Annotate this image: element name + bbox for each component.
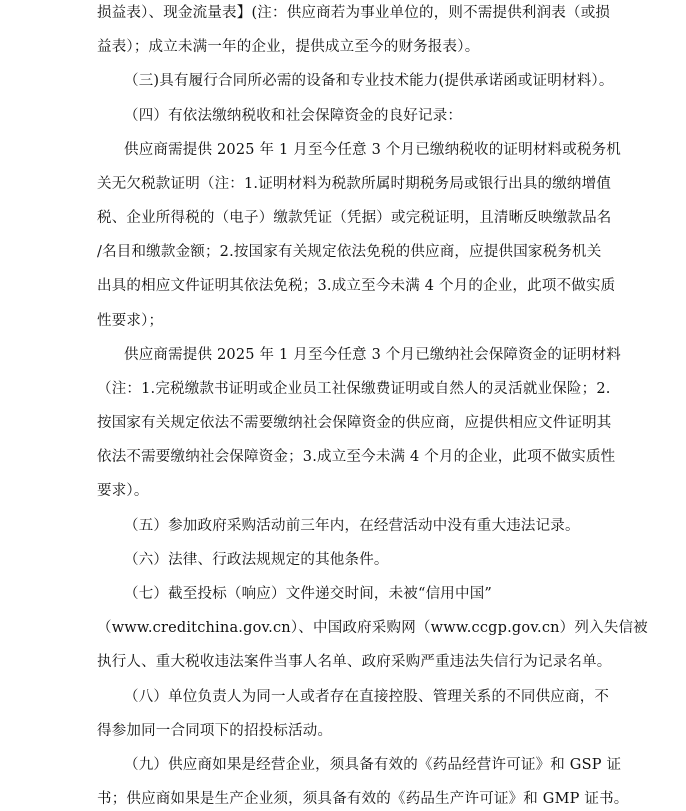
text-line: 益表）；成立未满一年的企业，提供成立至今的财务报表）。 <box>97 39 480 56</box>
text-line: （七）截至投标（响应）文件递交时间，未被“信用中国” <box>124 586 493 602</box>
text-line: /名目和缴款金额；2.按国家有关规定依法免税的供应商，应提供国家税务机关 <box>97 244 602 261</box>
text-line: 关无欠税款证明（注：1.证明材料为税款所属时期税务局或银行出具的缴纳增值 <box>97 175 612 192</box>
text-line: （九）供应商如果是经营企业，须具备有效的《药品经营许可证》和 GSP 证 <box>124 756 622 773</box>
text-line: 出具的相应文件证明其依法免税；3.成立至今未满 4 个月的企业，此项不做实质 <box>97 278 616 295</box>
text-line: 供应商需提供 2025 年 1 月至今任意 3 个月已缴纳社会保障资金的证明材料 <box>124 346 622 363</box>
text-line: （五）参加政府采购活动前三年内，在经营活动中没有重大违法记录。 <box>124 517 580 534</box>
text-line: （www.creditchina.gov.cn）、中国政府采购网（www.ccgp.gov.cn）列入失信被 <box>97 620 648 637</box>
text-line: 损益表）、现金流量表】(注：供应商若为事业单位的，则不需提供利润表（或损 <box>97 5 611 21</box>
text-line: （三)具有履行合同所必需的设备和专业技术能力(提供承诺函或证明材料）。 <box>124 73 614 90</box>
text-line: 执行人、重大税收违法案件当事人名单、政府采购严重违法失信行为记录名单。 <box>97 654 612 671</box>
text-line: （注：1.完税缴款书证明或企业员工社保缴费证明或自然人的灵活就业保险；2. <box>97 380 611 397</box>
text-line: （四）有依法缴纳税收和社会保障资金的良好记录： <box>124 107 463 124</box>
text-line: 依法不需要缴纳社会保障资金；3.成立至今未满 4 个月的企业，此项不做实质性 <box>97 449 616 466</box>
text-line: 性要求）； <box>97 312 164 329</box>
text-line: 按国家有关规定依法不需要缴纳社会保障资金的供应商，应提供相应文件证明其 <box>97 415 612 432</box>
text-line: （六）法律、行政法规规定的其他条件。 <box>124 551 389 568</box>
text-line: 税、企业所得税的（电子）缴款凭证（凭据）或完税证明，且清晰反映缴款品名 <box>97 210 612 226</box>
text-line: 供应商需提供 2025 年 1 月至今任意 3 个月已缴纳税收的证明材料或税务机 <box>124 141 622 158</box>
text-line: 书；供应商如果是生产企业须，须具备有效的《药品生产许可证》和 GMP 证书。 <box>97 791 629 807</box>
text-line: （八）单位负责人为同一人或者存在直接控股、管理关系的不同供应商，不 <box>124 688 610 705</box>
text-line: 要求）。 <box>97 483 149 500</box>
text-line: 得参加同一合同项下的招投标活动。 <box>97 722 333 739</box>
